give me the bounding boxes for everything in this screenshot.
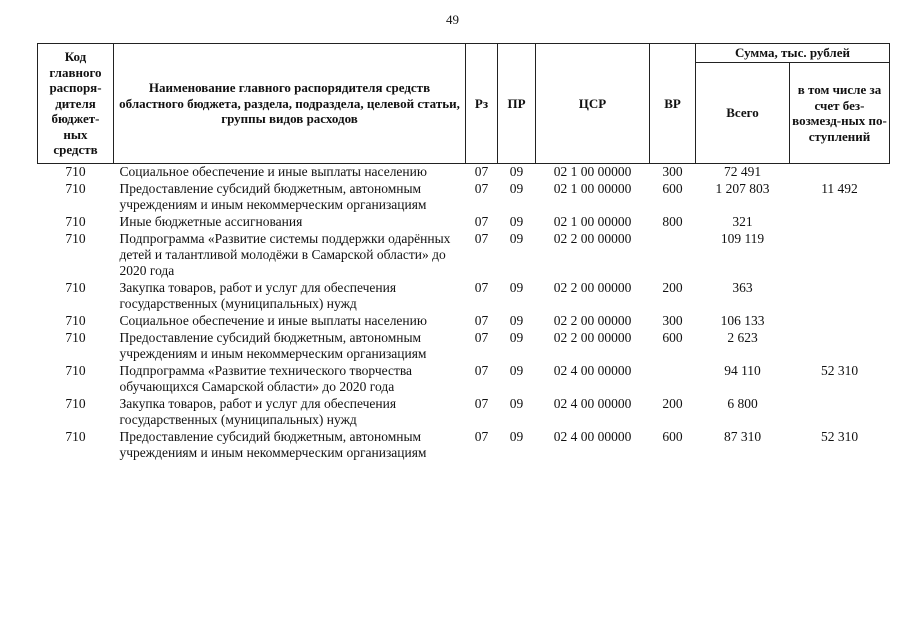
cell-rz: 07 — [474, 231, 489, 246]
cell-grants — [790, 231, 890, 280]
cell-name: Закупка товаров, работ и услуг для обеспечения государственных (муниципальных) нужд — [119, 396, 397, 427]
cell-csr: 02 4 00 00000 — [553, 429, 632, 444]
cell-pr: 09 — [509, 313, 524, 328]
cell-vr: 600 — [662, 330, 683, 345]
cell-pr: 09 — [509, 330, 524, 345]
cell-csr: 02 4 00 00000 — [553, 363, 632, 378]
cell-pr: 09 — [509, 280, 524, 295]
cell-vr: 800 — [662, 214, 683, 229]
cell-vr: 200 — [662, 280, 683, 295]
table-row — [38, 396, 890, 429]
cell-code: 710 — [65, 396, 86, 411]
cell-name: Иные бюджетные ассигнования — [119, 214, 303, 229]
cell-total: 87 310 — [723, 429, 762, 444]
cell-vr: 600 — [662, 429, 683, 444]
cell-pr: 09 — [509, 164, 524, 179]
cell-pr: 09 — [509, 396, 524, 411]
cell-name: Подпрограмма «Развитие технического творчества обучающихся Самарской области» до 2020 года — [119, 363, 413, 394]
budget-table — [37, 43, 890, 462]
cell-grants — [790, 214, 890, 231]
cell-name: Закупка товаров, работ и услуг для обеспечения государственных (муниципальных) нужд — [119, 280, 397, 311]
header-sum: Сумма, тыс. рублей — [696, 44, 890, 63]
header-vr: ВР — [650, 44, 696, 164]
cell-csr: 02 1 00 00000 — [553, 214, 632, 229]
cell-csr: 02 4 00 00000 — [553, 396, 632, 411]
cell-code: 710 — [65, 429, 86, 444]
cell-grants — [790, 396, 890, 429]
header-grants: в том числе за счет без-возмезд-ных по-ступлений — [790, 63, 890, 164]
table-row — [38, 280, 890, 313]
cell-vr: 300 — [662, 313, 683, 328]
header-csr: ЦСР — [536, 44, 650, 164]
cell-vr — [650, 363, 696, 396]
cell-rz: 07 — [474, 164, 489, 179]
cell-vr: 600 — [662, 181, 683, 196]
cell-vr: 200 — [662, 396, 683, 411]
cell-grants — [790, 313, 890, 330]
cell-total: 321 — [732, 214, 753, 229]
table-row — [38, 330, 890, 363]
cell-name: Предоставление субсидий бюджетным, автономным учреждениям и иным некоммерческим организациям — [119, 429, 427, 460]
cell-name: Предоставление субсидий бюджетным, автономным учреждениям и иным некоммерческим организациям — [119, 330, 427, 361]
cell-code: 710 — [65, 231, 86, 246]
table-body — [38, 164, 890, 463]
header-rz: Рз — [466, 44, 498, 164]
cell-grants — [790, 330, 890, 363]
cell-rz: 07 — [474, 280, 489, 295]
cell-code: 710 — [65, 330, 86, 345]
cell-csr: 02 2 00 00000 — [553, 280, 632, 295]
cell-rz: 07 — [474, 429, 489, 444]
cell-code: 710 — [65, 214, 86, 229]
cell-pr: 09 — [509, 181, 524, 196]
cell-name: Социальное обеспечение и иные выплаты населению — [119, 313, 427, 328]
cell-rz: 07 — [474, 181, 489, 196]
cell-grants — [790, 280, 890, 313]
table-row — [38, 214, 890, 231]
cell-vr: 300 — [662, 164, 683, 179]
cell-csr: 02 1 00 00000 — [553, 164, 632, 179]
table-row — [38, 164, 890, 182]
table-row — [38, 231, 890, 280]
cell-total: 109 119 — [720, 231, 765, 246]
cell-pr: 09 — [509, 214, 524, 229]
cell-total: 6 800 — [727, 396, 758, 411]
cell-total: 363 — [732, 280, 753, 295]
page-number: 49 — [446, 12, 459, 27]
cell-rz: 07 — [474, 313, 489, 328]
cell-vr — [650, 231, 696, 280]
table-header — [38, 44, 890, 164]
header-pr: ПР — [498, 44, 536, 164]
cell-code: 710 — [65, 164, 86, 179]
cell-total: 2 623 — [727, 330, 758, 345]
cell-rz: 07 — [474, 330, 489, 345]
cell-grants — [790, 164, 890, 182]
cell-code: 710 — [65, 313, 86, 328]
cell-name: Социальное обеспечение и иные выплаты населению — [119, 164, 427, 179]
cell-csr: 02 2 00 00000 — [553, 330, 632, 345]
cell-rz: 07 — [474, 396, 489, 411]
cell-total: 106 133 — [720, 313, 765, 328]
cell-csr: 02 2 00 00000 — [553, 313, 632, 328]
cell-total: 94 110 — [724, 363, 761, 378]
cell-pr: 09 — [509, 363, 524, 378]
table-row — [38, 313, 890, 330]
cell-pr: 09 — [509, 231, 524, 246]
cell-code: 710 — [65, 280, 86, 295]
cell-pr: 09 — [509, 429, 524, 444]
cell-total: 1 207 803 — [715, 181, 770, 196]
table-row — [38, 363, 890, 396]
cell-total: 72 491 — [723, 164, 762, 179]
cell-grants: 52 310 — [820, 363, 859, 378]
cell-rz: 07 — [474, 214, 489, 229]
header-code: Код главного распоря-дителя бюджет-ных средств — [38, 44, 114, 164]
cell-grants: 11 492 — [821, 181, 858, 196]
cell-grants: 52 310 — [820, 429, 859, 444]
cell-name: Предоставление субсидий бюджетным, автономным учреждениям и иным некоммерческим организациям — [119, 181, 427, 212]
table-row — [38, 181, 890, 214]
cell-code: 710 — [65, 363, 86, 378]
cell-csr: 02 1 00 00000 — [553, 181, 632, 196]
cell-code: 710 — [65, 181, 86, 196]
header-name: Наименование главного распорядителя средств областного бюджета, раздела, подраздела, целевой статьи, группы видов расходов — [114, 44, 466, 164]
cell-rz: 07 — [474, 363, 489, 378]
header-total: Всего — [696, 63, 790, 164]
cell-name: Подпрограмма «Развитие системы поддержки одарённых детей и талантливой молодёжи в Самарской области» до 2020 года — [119, 231, 451, 278]
cell-csr: 02 2 00 00000 — [553, 231, 632, 246]
table-row — [38, 429, 890, 462]
